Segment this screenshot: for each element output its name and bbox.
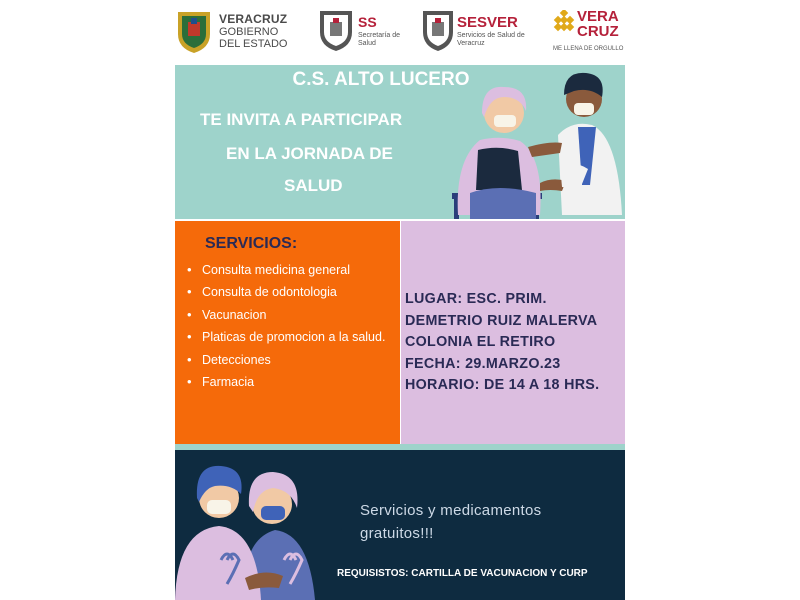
veracruz-brand-logo	[553, 6, 625, 58]
veracruz-government-logo	[175, 6, 315, 58]
requirements-text: REQUISISTOS: CARTILLA DE VACUNACION Y CURP	[337, 568, 588, 579]
service-item: • Consulta medicina general	[187, 263, 385, 285]
event-date: FECHA: 29.MARZO.23	[405, 355, 561, 372]
sesver-abbreviation: SESVER	[457, 14, 518, 31]
health-campaign-poster	[175, 0, 625, 600]
service-item: • Consulta de odontologia	[187, 285, 385, 307]
event-location-line: DEMETRIO RUIZ MALERVA	[405, 312, 598, 329]
event-location-line: LUGAR: ESC. PRIM.	[405, 291, 547, 307]
logo-header	[175, 0, 625, 64]
footer-panel	[175, 450, 625, 600]
logo-line: DEL ESTADO	[219, 38, 288, 50]
invitation-line: TE INVITA A PARTICIPAR	[200, 110, 403, 129]
services-heading: SERVICIOS:	[205, 235, 298, 252]
event-details-panel	[401, 221, 625, 444]
event-schedule: HORARIO: DE 14 A 18 HRS.	[405, 377, 600, 393]
veracruz-brand-word: VERA	[577, 8, 619, 25]
veracruz-tagline: ME LLENA DE ORGULLO	[553, 46, 624, 52]
free-services-line: Servicios y medicamentos	[360, 502, 542, 519]
free-services-line: gratuitos!!!	[360, 525, 434, 542]
veracruz-state-shield-icon	[175, 8, 213, 54]
service-item: • Platicas de promocion a la salud.	[187, 330, 385, 352]
invitation-line: EN LA JORNADA DE	[226, 144, 393, 163]
ss-subtitle: Secretaría de Salud	[358, 32, 401, 47]
veracruz-flower-icon	[553, 10, 575, 36]
event-details-list	[405, 291, 599, 399]
invitation-line: SALUD	[284, 176, 343, 195]
doctor-patient-illustration	[440, 65, 625, 219]
service-item: • Farmacia	[187, 375, 385, 397]
service-item: • Detecciones	[187, 353, 385, 375]
sesver-subtitle: Servicios de Salud de Veracruz	[457, 32, 525, 47]
services-panel	[175, 221, 400, 444]
ss-shield-icon	[318, 8, 354, 52]
services-list	[187, 263, 385, 397]
service-item: • Vacunacion	[187, 308, 385, 330]
ss-abbreviation: SS	[358, 14, 377, 30]
veracruz-brand-word: CRUZ	[577, 23, 619, 40]
two-women-ribbon-illustration	[175, 460, 340, 600]
logo-line: VERACRUZ	[219, 12, 288, 26]
logo-line: GOBIERNO	[219, 26, 279, 38]
sesver-logo	[421, 6, 531, 58]
secretaria-salud-logo	[318, 6, 418, 58]
invitation-banner	[175, 65, 625, 219]
health-center-title: C.S. ALTO LUCERO	[292, 69, 470, 90]
sesver-shield-icon	[421, 8, 455, 52]
event-location-line: COLONIA EL RETIRO	[405, 334, 556, 350]
